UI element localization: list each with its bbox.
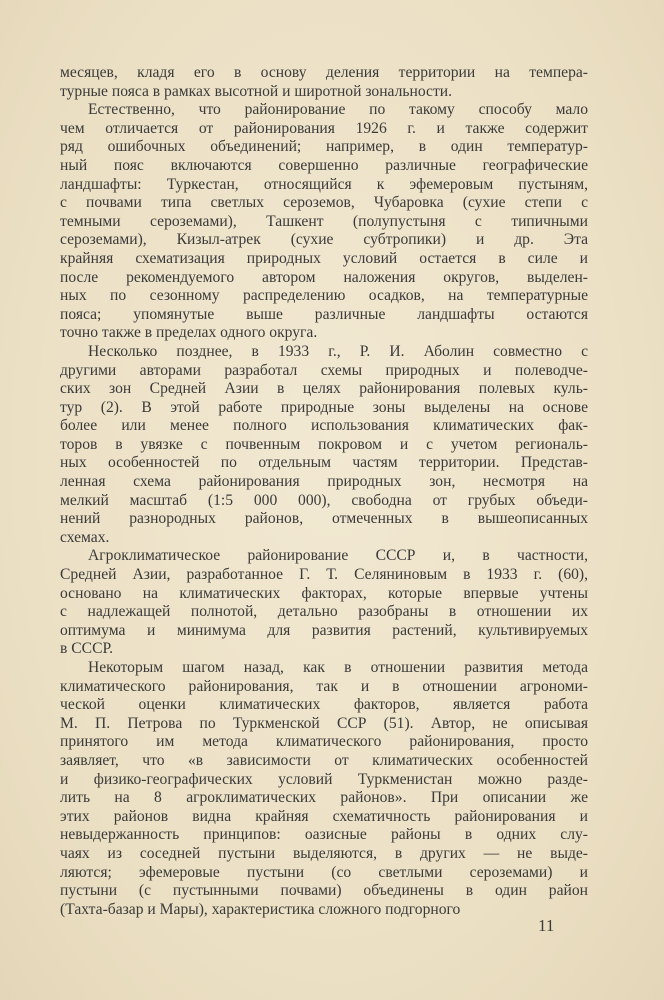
page-number: 11	[538, 916, 555, 935]
text-line: другими авторами разработал схемы природных и полеводче-	[60, 361, 588, 379]
text-line: крайняя схематизация природных условий остается в силе и	[60, 249, 588, 267]
body-text	[60, 64, 588, 919]
text-line: Агроклиматическое районирование СССР и, в частности,	[88, 547, 588, 565]
text-line: точно также в пределах одного округа.	[60, 324, 318, 342]
text-line: более или менее полного использования климатических фак-	[60, 417, 588, 435]
text-line: схемах.	[60, 528, 110, 546]
paragraph	[60, 64, 588, 101]
paragraph	[60, 659, 588, 919]
paragraph	[60, 343, 588, 548]
text-line: этих районов видна крайняя схематичность районирования и	[60, 807, 588, 825]
text-line: чаях из соседней пустыни выделяются, в других — не выде-	[60, 844, 588, 862]
text-line: пустыни (с пустынными почвами) объединены в один район	[60, 882, 588, 900]
text-line: оптимума и минимума для развития растений, культивируемых	[60, 621, 588, 639]
text-line: ных по сезонному распределению осадков, на температурные	[60, 287, 588, 305]
text-line: ных особенностей по отдельным частям территории. Представ-	[60, 454, 588, 472]
text-line: (Тахта-базар и Мары), характеристика сложного подгорного	[60, 900, 461, 918]
text-line: месяцев, кладя его в основу деления территории на темпера-	[60, 64, 588, 81]
text-line: с надлежащей полнотой, детально разобраны в отношении их	[60, 603, 588, 621]
text-line: Средней Азии, разработанное Г. Т. Селяниновым в 1933 г. (60),	[60, 566, 588, 584]
text-line: ляются; эфемеровые пустыни (со светлыми сероземами) и	[60, 863, 588, 881]
text-line: М. П. Петрова по Туркменской ССР (51). Автор, не описывая	[60, 714, 588, 732]
text-line: ряд ошибочных объединений; например, в один температур-	[60, 138, 588, 156]
text-line: мелкий масштаб (1:5 000 000), свободна от грубых объеди-	[60, 491, 588, 509]
text-line: невыдержанность принципов: оазисные районы в одних слу-	[60, 826, 588, 844]
text-line: Естественно, что районирование по такому способу мало	[88, 101, 588, 119]
text-line: тур (2). В этой работе природные зоны выделены на основе	[60, 398, 588, 416]
text-line: лить на 8 агроклиматических районов». При описании же	[60, 789, 588, 807]
text-line: ских зон Средней Азии в целях районирования полевых куль-	[60, 380, 588, 398]
text-line: основано на климатических факторах, которые впервые учтены	[60, 584, 588, 602]
text-line: нений разнородных районов, отмеченных в вышеописанных	[60, 510, 588, 528]
text-line: пояса; упомянутые выше различные ландшафты остаются	[60, 305, 588, 323]
text-line: и физико-географических условий Туркменистан можно разде-	[60, 770, 588, 788]
paragraph	[60, 547, 588, 659]
text-line: заявляет, что «в зависимости от климатических особенностей	[60, 751, 588, 769]
text-line: сероземами), Кизыл-атрек (сухие субтропики) и др. Эта	[60, 231, 588, 249]
text-line: турные пояса в рамках высотной и широтной зональности.	[60, 82, 453, 100]
paragraph	[60, 101, 588, 343]
text-line: ный пояс включаются совершенно различные географические	[60, 156, 588, 174]
text-line: ленная схема районирования природных зон, несмотря на	[60, 473, 588, 491]
text-line: с почвами типа светлых сероземов, Чубаровка (сухие степи с	[60, 194, 588, 212]
text-line: в СССР.	[60, 640, 114, 658]
text-line: чем отличается от районирования 1926 г. и также содержит	[60, 119, 588, 137]
text-line: темными сероземами), Ташкент (полупустыня с типичными	[60, 212, 588, 230]
text-line: ческой оценки климатических факторов, является работа	[60, 696, 588, 714]
text-line: после рекомендуемого автором наложения округов, выделен-	[60, 268, 588, 286]
text-line: Некоторым шагом назад, как в отношении развития метода	[88, 659, 588, 676]
text-line: ландшафты: Туркестан, относящийся к эфемеровым пустыням,	[60, 175, 588, 193]
text-line: климатического районирования, так и в отношении агрономи-	[60, 677, 588, 695]
text-line: Несколько позднее, в 1933 г., Р. И. Аболин совместно с	[88, 342, 588, 360]
text-line: принятого им метода климатического районирования, просто	[60, 733, 588, 751]
text-line: торов в увязке с почвенным покровом и с учетом региональ-	[60, 435, 588, 453]
